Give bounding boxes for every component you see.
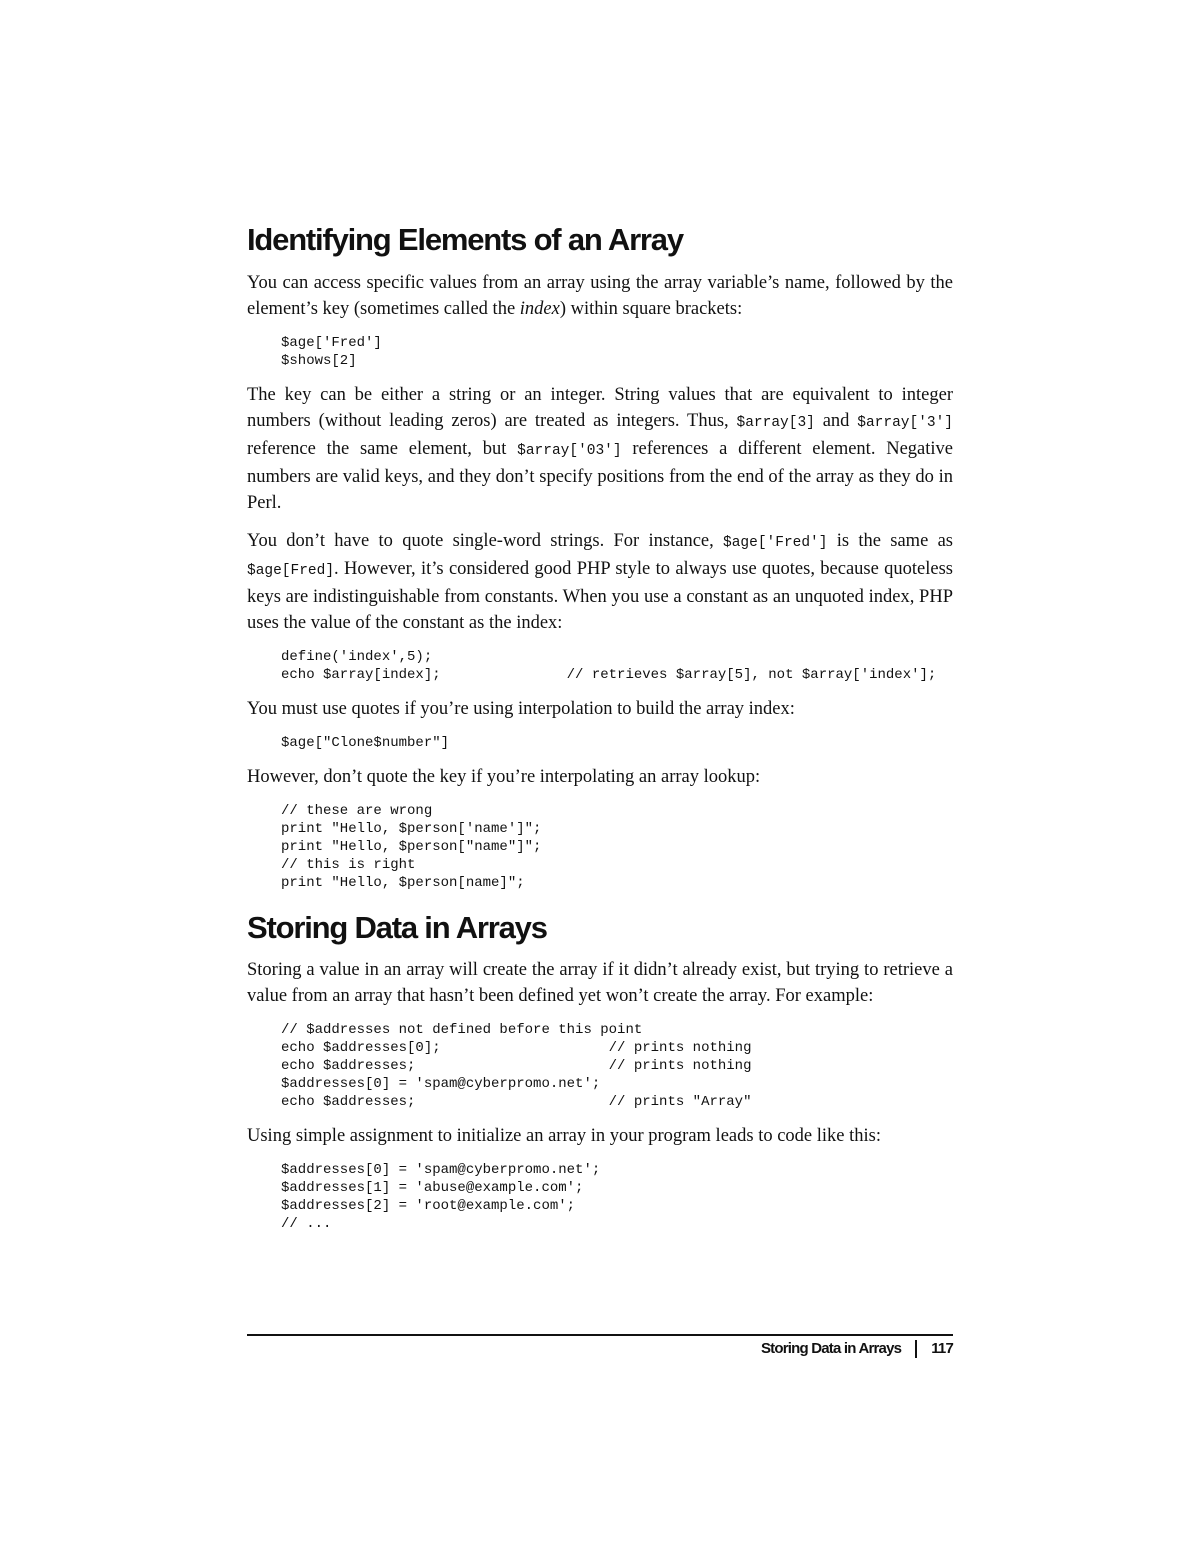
paragraph: Storing a value in an array will create the array if it didn’t already exist, but trying to retrieve a value from an array that hasn’t been defined yet won’t create the array. For example:	[247, 960, 953, 1007]
code-line: $addresses[0] = 'spam@cyberpromo.net';	[281, 1162, 601, 1179]
inline-code: $age['Fred']	[723, 534, 828, 551]
text: and	[814, 410, 858, 431]
code-line: $addresses[1] = 'abuse@example.com';	[281, 1180, 584, 1197]
code-line: print "Hello, $person['name']";	[281, 820, 542, 837]
text: You can access specific values from an array using the array variable’s name, followed by the element’s key (sometimes called the	[247, 272, 953, 319]
code-line: print "Hello, $person["name"]";	[281, 838, 542, 855]
code-line: $addresses[0] = 'spam@cyberpromo.net';	[281, 1076, 601, 1093]
code-block	[281, 734, 953, 752]
text: is the same as	[827, 530, 953, 551]
text: ) within square brackets:	[559, 298, 743, 319]
text: . However, it’s considered good PHP style to always use quotes, because quoteless keys are indistinguishable from constants. When you use a constant as an unquoted index, PHP uses the value of the constant as the index:	[247, 558, 953, 633]
inline-code: $array['3']	[857, 414, 953, 431]
code-line: $age['Fred']	[281, 334, 382, 351]
paragraph	[247, 270, 953, 322]
code-line: $shows[2]	[281, 352, 357, 369]
code-block	[281, 648, 953, 684]
code-line: // these are wrong	[281, 802, 433, 819]
code-line: // this is right	[281, 856, 416, 873]
code-block	[281, 1161, 953, 1233]
paragraph	[247, 528, 953, 636]
text: reference the same element, but	[247, 438, 518, 459]
code-line: // ...	[281, 1216, 332, 1233]
code-block	[281, 802, 953, 892]
code-block	[281, 1021, 953, 1111]
paragraph: Using simple assignment to initialize an array in your program leads to code like this:	[247, 1126, 881, 1147]
paragraph	[247, 382, 953, 516]
paragraph: You must use quotes if you’re using interpolation to build the array index:	[247, 698, 795, 719]
page-number: 117	[931, 1340, 953, 1357]
code-line: print "Hello, $person[name]";	[281, 874, 525, 891]
code-line: echo $array[index]; // retrieves $array[5], not $array['index'];	[281, 666, 937, 683]
inline-code: $array[3]	[736, 414, 815, 431]
emphasis-text: index	[519, 298, 560, 319]
page-footer	[761, 1340, 953, 1358]
running-footer-title: Storing Data in Arrays	[760, 1340, 902, 1357]
footer-separator	[915, 1340, 917, 1358]
code-line: echo $addresses[0]; // prints nothing	[281, 1040, 752, 1057]
section-title-storing: Storing Data in Arrays	[247, 909, 547, 945]
inline-code: $age[Fred]	[247, 562, 335, 579]
page-content	[247, 222, 953, 1245]
inline-code: $array['03']	[517, 442, 622, 459]
section-title-identifying: Identifying Elements of an Array	[247, 222, 683, 257]
code-line: echo $addresses; // prints nothing	[281, 1058, 752, 1075]
code-line: // $addresses not defined before this point	[281, 1022, 643, 1039]
text: references a different element. Negative numbers are valid keys, and they don’t specify positions from the end of the array as they do in Perl.	[247, 438, 954, 513]
text: The key can be either a string or an integer. String values that are equivalent to integer numbers (without leading zeros) are treated as integers. Thus,	[247, 384, 953, 431]
code-line: define('index',5);	[281, 648, 433, 665]
code-line: $age["Clone$number"]	[281, 734, 450, 751]
code-line: echo $addresses; // prints "Array"	[281, 1094, 752, 1111]
code-block	[281, 334, 953, 370]
text: You don’t have to quote single-word strings. For instance,	[247, 530, 724, 551]
footer-rule	[247, 1334, 953, 1336]
code-line: $addresses[2] = 'root@example.com';	[281, 1198, 576, 1215]
paragraph: However, don’t quote the key if you’re interpolating an array lookup:	[247, 766, 761, 787]
